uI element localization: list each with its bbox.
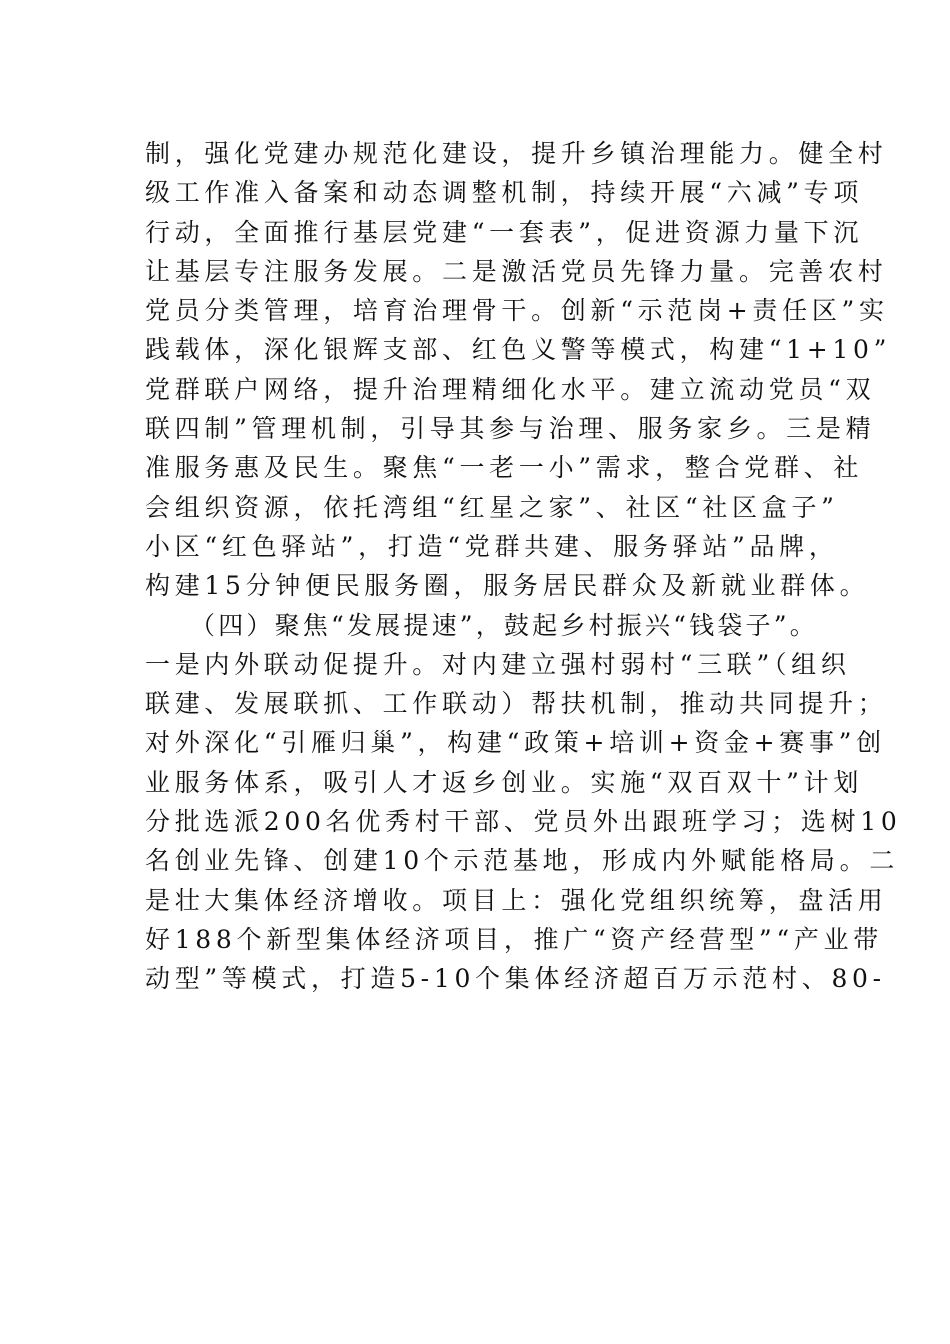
text-line-14: 一是内外联动促提升。对内建立强村弱村“三联”（组织 (145, 649, 851, 679)
text-line-17: 业服务体系，吸引人才返乡创业。实施“双百双十”计划 (145, 767, 864, 797)
text-line-19: 名创业先锋、创建10个示范基地，形成内外赋能格局。二 (145, 846, 900, 876)
text-line-21: 好188个新型集体经济项目，推广“资产经营型”“产业带 (145, 924, 883, 954)
text-line-4: 让基层专注服务发展。二是激活党员先锋力量。完善农村 (145, 256, 888, 286)
text-line-5: 党员分类管理，培育治理骨干。创新“示范岗+责任区”实 (145, 296, 889, 326)
text-line-22: 动型”等模式，打造5-10个集体经济超百万示范村、80- (145, 964, 886, 994)
text-line-6: 践载体，深化银辉支部、红色义警等模式，构建“1+10” (145, 335, 892, 365)
text-line-3: 行动，全面推行基层党建“一套表”，促进资源力量下沉 (145, 217, 864, 247)
text-line-7: 党群联户网络，提升治理精细化水平。建立流动党员“双 (145, 374, 876, 404)
text-line-12: 构建15分钟便民服务圈，服务居民群众及新就业群体。 (145, 571, 870, 601)
text-line-16: 对外深化“引雁归巢”，构建“政策+培训+资金+赛事”创 (145, 728, 886, 758)
text-line-15: 联建、发展联抓、工作联动）帮扶机制，推动共同提升； (145, 689, 888, 719)
text-line-1: 制，强化党建办规范化建设，提升乡镇治理能力。健全村 (145, 139, 888, 168)
text-line-2: 级工作准入备案和动态调整机制，持续开展“六减”专项 (145, 178, 864, 208)
body-text (145, 134, 902, 999)
text-line-10: 会组织资源，依托湾组“红星之家”、社区“社区盒子” (145, 492, 839, 522)
text-line-8: 联四制”管理机制，引导其参与治理、服务家乡。三是精 (145, 414, 876, 444)
text-line-20: 是壮大集体经济增收。项目上：强化党组织统筹，盘活用 (145, 885, 888, 915)
text-line-11: 小区“红色驿站”，打造“党群共建、服务驿站”品牌， (145, 531, 839, 561)
text-line-18: 分批选派200名优秀村干部、党员外出跟班学习；选树10 (145, 807, 902, 837)
section-heading-4: （四）聚焦“发展提速”，鼓起乡村振兴“钱袋子”。 (190, 610, 818, 640)
text-line-9: 准服务惠及民生。聚焦“一老一小”需求，整合党群、社 (145, 453, 864, 483)
